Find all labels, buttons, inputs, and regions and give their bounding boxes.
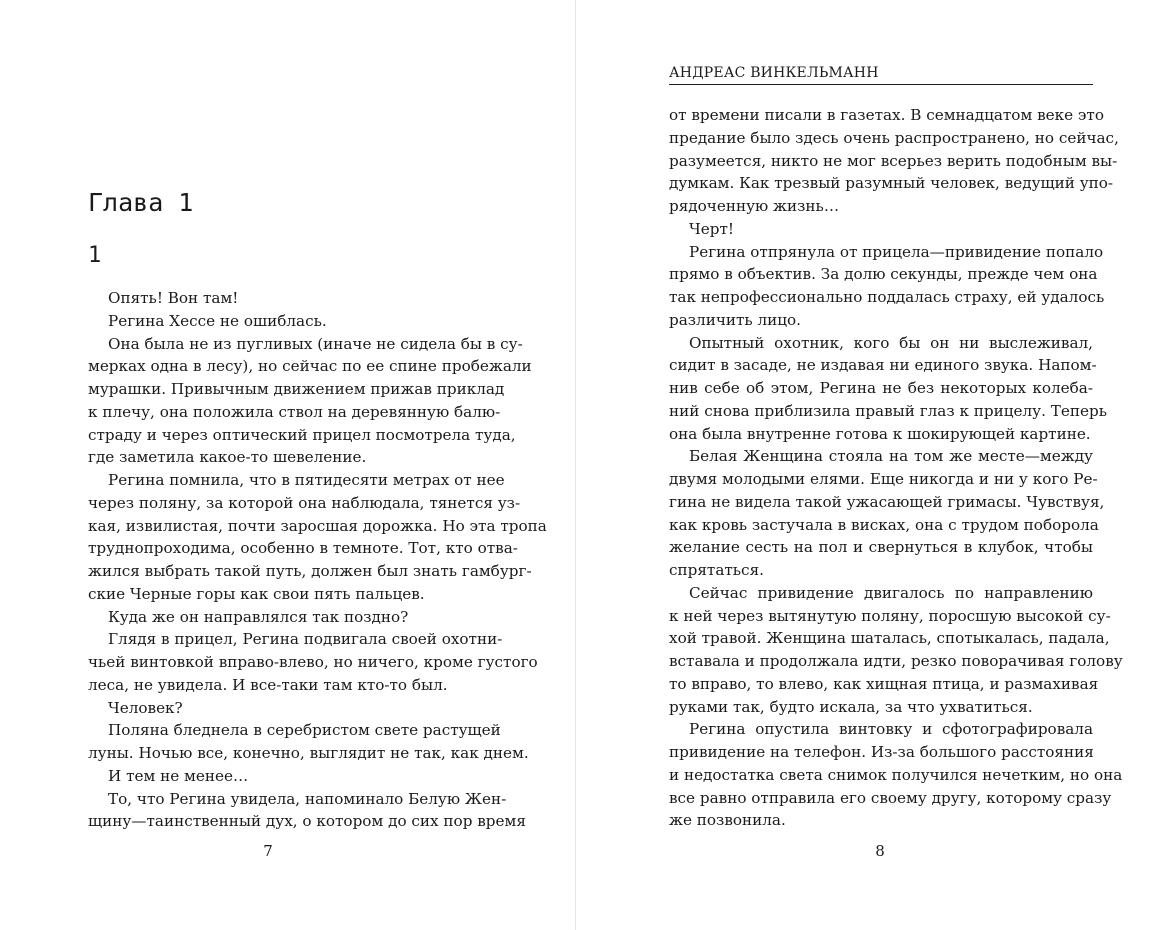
paragraph <box>669 241 1105 332</box>
text-line: спрятаться. <box>669 561 764 579</box>
text-line: Черт! <box>689 219 734 238</box>
text-line: страду и через оптический прицел посмотрела туда, <box>88 425 516 444</box>
text-line: руками так, будто искала, за что ухватиться. <box>669 697 1033 716</box>
text-line: сидит в засаде, не издавая ни единого звука. Напом- <box>669 356 1097 375</box>
text-line: она была внутренне готова к шокирующей картине. <box>669 424 1091 443</box>
text-line: ские Черные горы как свои пять пальцев. <box>88 584 425 603</box>
text-line: Она была не из пугливых (иначе не сидела бы в су- <box>108 334 523 353</box>
text-line: предание было здесь очень распространено, но сейчас, <box>669 128 1119 147</box>
paragraph <box>88 287 481 310</box>
text-line: Куда же он направлялся так поздно? <box>108 607 409 626</box>
text-line: через поляну, за которой она наблюдала, тянется уз- <box>88 493 521 512</box>
text-line: Регина опустила винтовку и сфотографировала <box>689 720 1093 739</box>
paragraph <box>88 606 481 629</box>
paragraph <box>88 469 547 606</box>
text-line: различить лицо. <box>669 310 802 329</box>
text-line: труднопроходима, особенно в темноте. Тот, кто отва- <box>88 539 518 558</box>
paragraph <box>669 445 1105 582</box>
text-line: мурашки. Привычным движением прижав приклад <box>88 380 505 398</box>
text-line: Регина отпрянула от прицела—привидение попало <box>689 242 1104 261</box>
text-line: как кровь застучала в висках, она с трудом поборола <box>669 515 1099 534</box>
paragraph <box>88 310 481 333</box>
text-line: Человек? <box>108 698 183 717</box>
text-line: То, что Регина увидела, напоминало Белую Жен- <box>108 789 507 808</box>
text-line: к плечу, она положила ствол на деревянную балю- <box>88 402 501 421</box>
text-line: Глядя в прицел, Регина подвигала своей охотни- <box>108 630 503 649</box>
paragraph <box>669 332 1107 446</box>
text-line: привидение на телефон. Из-за большого расстояния <box>669 743 1094 761</box>
text-line: Опытный охотник, кого бы он ни выслеживал, <box>689 333 1093 352</box>
text-line: хой травой. Женщина шаталась, спотыкалась, падала, <box>669 629 1110 648</box>
text-line: Опять! Вон там! <box>108 289 239 307</box>
text-line: кая, извилистая, почти заросшая дорожка. Но эта тропа <box>88 516 547 535</box>
text-line: ний снова приблизила правый глаз к прицелу. Теперь <box>669 401 1107 420</box>
paragraph <box>88 628 538 696</box>
chapter-title: Глава 1 <box>88 188 194 217</box>
paragraph <box>88 765 481 788</box>
text-line: к ней через вытянутую поляну, поросшую высокой су- <box>669 606 1111 625</box>
body-text <box>669 104 1123 832</box>
text-line: мерках одна в лесу), но сейчас по ее спине пробежали <box>88 357 532 376</box>
text-line: Белая Женщина стояла на том же месте—между <box>689 447 1093 466</box>
text-line: гина не видела такой ужасающей гримасы. Чувствуя, <box>669 492 1105 511</box>
section-number: 1 <box>88 243 102 268</box>
text-line: жился выбрать такой путь, должен был знать гамбург- <box>88 562 532 580</box>
text-line: леса, не увидела. И все-таки там кто-то был. <box>88 675 448 694</box>
paragraph <box>88 333 532 470</box>
text-line: то вправо, то влево, как хищная птица, и размахивая <box>669 674 1099 693</box>
text-line: Сейчас привидение двигалось по направлению <box>689 583 1093 602</box>
right-page <box>576 0 1152 930</box>
text-line: Регина помнила, что в пятидесяти метрах от нее <box>108 471 505 489</box>
text-line: и недостатка света снимок получился нечетким, но она <box>669 765 1123 784</box>
text-line: И тем не менее… <box>108 766 249 785</box>
text-line: же позвонила. <box>669 811 786 830</box>
paragraph <box>669 104 1119 218</box>
text-line: рядоченную жизнь… <box>669 197 840 215</box>
paragraph <box>88 697 481 720</box>
text-line: все равно отправила его своему другу, которому сразу <box>669 788 1112 807</box>
text-line: от времени писали в газетах. В семнадцатом веке это <box>669 106 1104 124</box>
running-header: АНДРЕАС ВИНКЕЛЬМАНН <box>669 64 1093 85</box>
paragraph <box>88 788 526 834</box>
text-line: прямо в объектив. За долю секунды, прежде чем она <box>669 265 1098 284</box>
text-line: нив себе об этом, Регина не без некоторых колеба- <box>669 379 1093 397</box>
page-number: 7 <box>263 842 273 860</box>
text-line: чьей винтовкой вправо-влево, но ничего, кроме густого <box>88 653 538 671</box>
text-line: Регина Хессе не ошиблась. <box>108 311 327 330</box>
paragraph <box>669 582 1123 719</box>
text-line: желание сесть на пол и свернуться в клубок, чтобы <box>669 538 1093 557</box>
body-text <box>88 287 547 833</box>
paragraph <box>669 218 1093 241</box>
paragraph <box>669 718 1123 832</box>
text-line: где заметила какое-то шевеление. <box>88 448 367 467</box>
text-line: двумя молодыми елями. Еще никогда и ни у кого Ре- <box>669 470 1098 488</box>
text-line: разумеется, никто не мог всерьез верить подобным вы- <box>669 151 1118 170</box>
left-page <box>0 0 575 930</box>
page-number: 8 <box>875 842 885 860</box>
paragraph <box>88 719 529 765</box>
text-line: вставала и продолжала идти, резко поворачивая голову <box>669 652 1123 670</box>
text-line: думкам. Как трезвый разумный человек, ведущий упо- <box>669 174 1114 193</box>
text-line: щину—таинственный дух, о котором до сих пор время <box>88 812 526 831</box>
text-line: Поляна бледнела в серебристом свете растущей <box>108 721 501 740</box>
text-line: так непрофессионально поддалась страху, ей удалось <box>669 288 1105 306</box>
text-line: луны. Ночью все, конечно, выглядит не так, как днем. <box>88 744 529 762</box>
